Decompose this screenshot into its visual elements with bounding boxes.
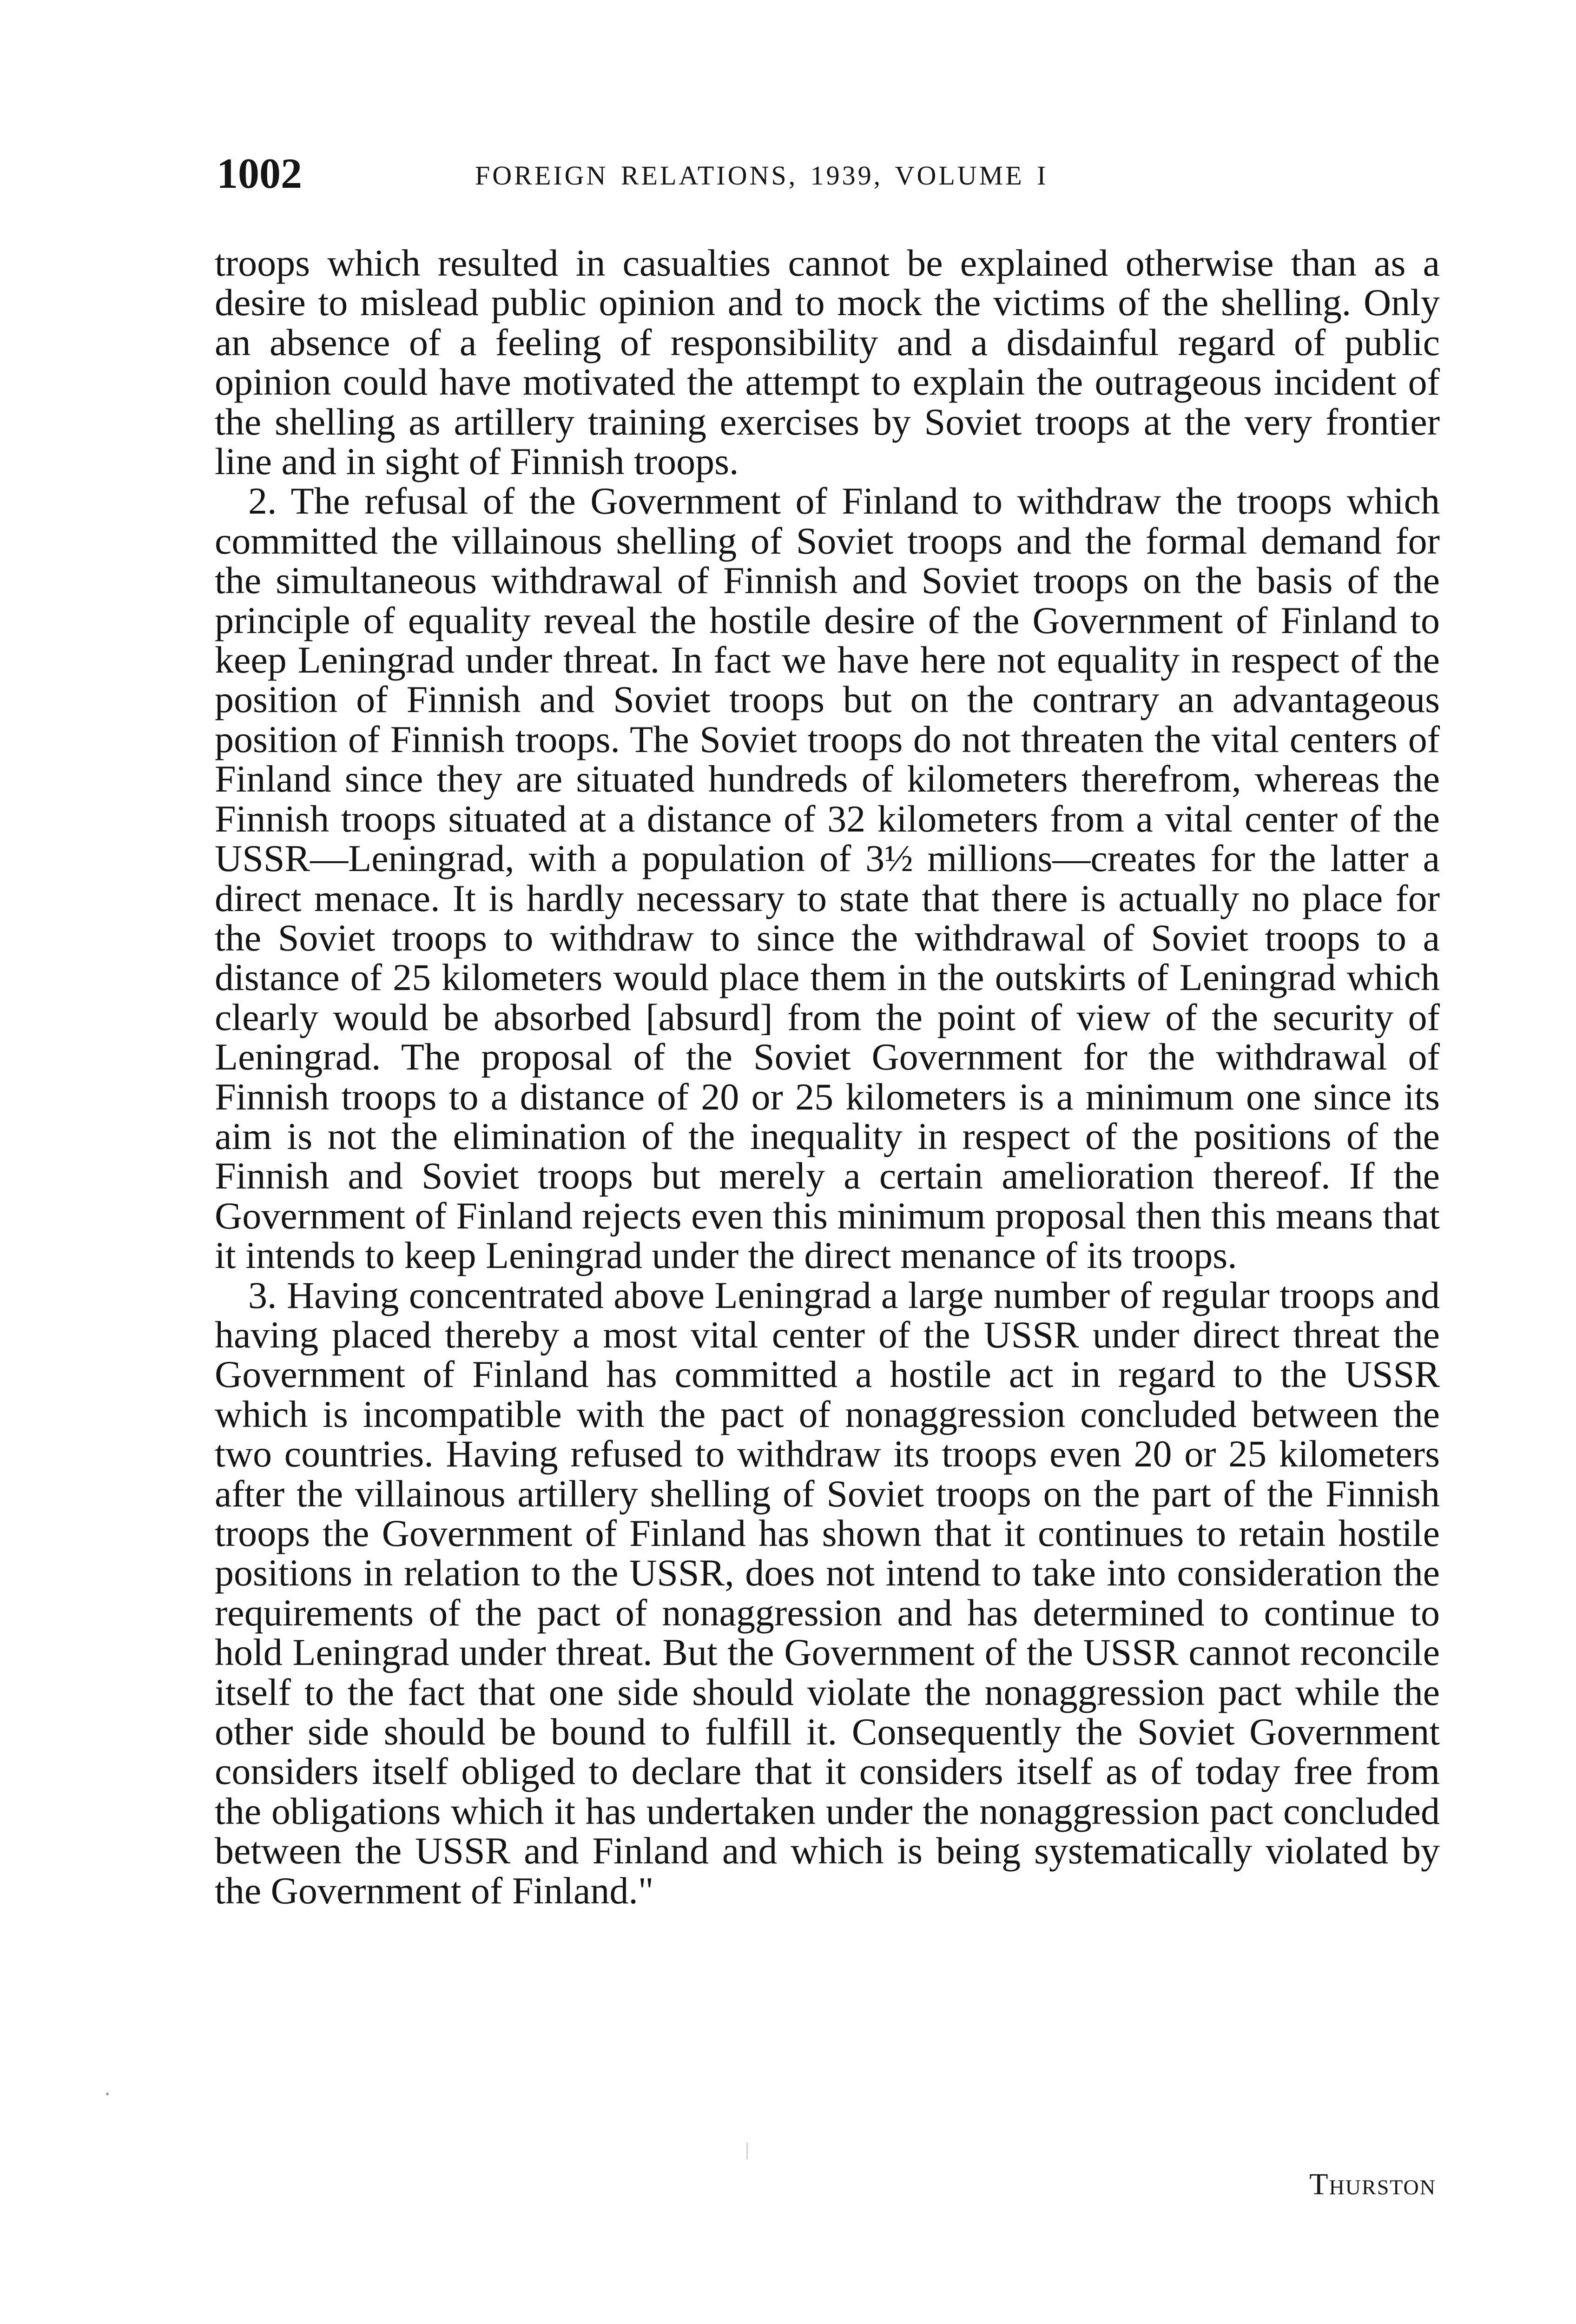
paragraph-point-2: 2. The refusal of the Government of Finland to withdraw the troops which committed the villainous shelling of Soviet troops and the formal demand for the simultaneous withdrawal of Finnish and Soviet troops on the basis of the principle of equality reveal the hostile desire of the Government of Finland to keep Leningrad under threat. In fact we have here not equality in respect of the position of Finnish and Soviet troops but on the contrary an advantageous position of Finnish troops. The Soviet troops do not threaten the vital centers of Finland since they are situated hundreds of kilometers therefrom, whereas the Finnish troops situated at a distance of 32 kilometers from a vital center of the USSR—Leningrad, with a population of 3½ millions—creates for the latter a direct menace. It is hardly necessary to state that there is actually no place for the Soviet troops to withdraw to since the withdrawal of Soviet troops to a distance of 25 kilometers would place them in the outskirts of Leningrad which clearly would be absorbed [absurd] from the point of view of the security of Leningrad. The proposal of the Soviet Government for the withdrawal of Finnish troops to a distance of 20 or 25 kilometers is a minimum one since its aim is not the elimination of the inequality in respect of the positions of the Finnish and Soviet troops but merely a certain amelioration thereof. If the Government of Finland rejects even this minimum proposal then this means that it intends to keep Leningrad under the direct menance of its troops. — [215, 480, 1440, 1277]
paragraph-point-3: 3. Having concentrated above Leningrad a large number of regular troops and having placed thereby a most vital center of the USSR under direct threat the Government of Finland has committed a hostile act in regard to the USSR which is incompatible with the pact of nonaggression concluded between the two countries. Having refused to withdraw its troops even 20 or 25 kilometers after the villainous artillery shelling of Soviet troops on the part of the Finnish troops the Government of Finland has shown that it continues to retain hostile positions in relation to the USSR, does not intend to take into consideration the requirements of the pact of nonaggression and has determined to continue to hold Leningrad under threat. But the Government of the USSR cannot reconcile itself to the fact that one side should violate the nonaggression pact while the other side should be bound to fulfill it. Consequently the Soviet Government considers itself obliged to declare that it considers itself as of today free from the obligations which it has undertaken under the nonaggression pact concluded between the USSR and Finland and which is being systematically violated by the Government of Finland." — [215, 1274, 1440, 1912]
signature: Thurston — [1309, 2167, 1436, 2201]
running-head: FOREIGN RELATIONS, 1939, VOLUME I — [475, 160, 1048, 191]
document-body — [215, 243, 1440, 1910]
scan-mark — [746, 2143, 748, 2159]
scan-dot — [106, 2093, 109, 2095]
paragraph-continuation: troops which resulted in casualties cannot be explained otherwise than as a desire to mislead public opinion and to mock the victims of the shelling. Only an absence of a feeling of responsibility and a disdainful regard of public opinion could have motivated the attempt to explain the outrageous incident of the shelling as artillery training exercises by Soviet troops at the very frontier line and in sight of Finnish troops. — [215, 242, 1440, 483]
page-header — [217, 148, 1471, 199]
page-number: 1002 — [217, 150, 302, 197]
